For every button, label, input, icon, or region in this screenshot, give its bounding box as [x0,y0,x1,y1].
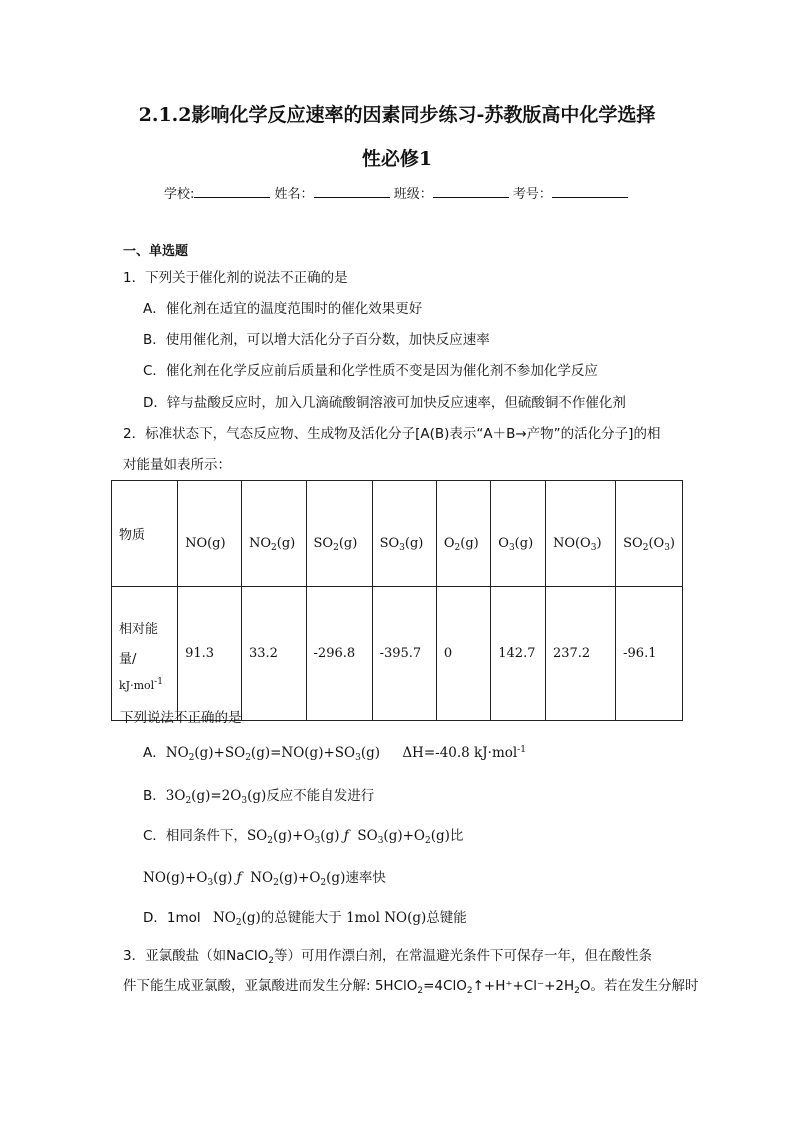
table-cell: -96.1 [616,587,683,721]
section-heading: 一、单选题 [123,244,189,259]
q2-option-a: A．$NO_2(g)+SO_2(g)=NO(g)+SO_3(g)$ ΔH=-40.8 kJ·mol$^{-1}$ [143,745,526,763]
table-cell: 33.2 [241,587,306,721]
exam-no-label: 考号： [512,187,552,202]
energy-table [111,480,683,721]
q1-option-c: C．催化剂在化学反应前后质量和化学性质不变是因为催化剂不参加化学反应 [143,363,598,379]
table-value-row [112,587,683,721]
school-label: 学校: [164,187,195,202]
q2-option-c-line2: $NO(g)+O_3(g)$ ƒ $NO_2(g)+O_2(g)$速率快 [143,870,386,888]
table-cell: 142.7 [491,587,546,721]
q3-line1: 3．亚氯酸盐（如NaClO$_2$等）可用作漂白剂，在常温避光条件下可保存一年，但在酸性条 [123,948,652,966]
page-title-line2: 性必修1 [361,148,433,170]
energy-label-2: 量/ [119,652,137,667]
table-species: $SO_2(O_3)$ [616,481,683,587]
table-species: $O_3(g)$ [491,481,546,587]
table-species: $O_2(g)$ [436,481,490,587]
class-blank[interactable] [433,185,509,198]
q1-option-a: A．催化剂在适宜的温度范围时的催化效果更好 [143,301,423,317]
table-header-label: 物质 [112,481,178,587]
table-species: NO(g) [178,481,242,587]
q2-stem-line2: 对能量如表所示： [123,457,231,473]
name-label: 姓名： [274,187,314,202]
q2-prompt: 下列说法不正确的是 [120,710,242,726]
q2-option-b: B．$3O_2(g)=2O_3(g)$反应不能自发进行 [143,788,375,806]
table-species: $NO(O_3)$ [545,481,615,587]
q1-stem: 1．下列关于催化剂的说法不正确的是 [123,270,348,286]
table-cell: 91.3 [178,587,242,721]
q1-option-d: D．锌与盐酸反应时，加入几滴硫酸铜溶液可加快反应速率，但硫酸铜不作催化剂 [143,395,626,411]
exam-no-blank[interactable] [552,185,628,198]
energy-label: 相对能 [119,622,159,637]
table-species: $NO_2(g)$ [241,481,306,587]
table-cell: 237.2 [545,587,615,721]
table-value-label [112,587,178,721]
energy-unit: kJ·mol$^{-1}$ [119,677,163,692]
q2-stem-line1: 2．标准状态下，气态反应物、生成物及活化分子[A(B)表示“A＋B→产物”的活化分子]的相 [123,426,661,442]
table-cell: 0 [436,587,490,721]
table-cell: -296.8 [306,587,372,721]
table-cell: -395.7 [372,587,436,721]
student-info [164,183,628,202]
q3-line2: 件下能生成亚氯酸，亚氯酸进而发生分解: $5HClO_2=4ClO_2↑+H^++Cl^-+2H_2O$。若在发生分解时 [123,978,699,996]
page-title: 2.1.2影响化学反应速率的因素同步练习-苏教版高中化学选择 [138,104,656,126]
school-blank[interactable] [194,185,270,198]
name-blank[interactable] [314,185,390,198]
table-species: $SO_2(g)$ [306,481,372,587]
table-species: $SO_3(g)$ [372,481,436,587]
q2-option-c: C．相同条件下，$SO_2(g)+O_3(g)$ ƒ $SO_3(g)+O_2(g)$比 [143,828,464,846]
class-label: 班级： [393,187,433,202]
table-header-row [112,481,683,587]
q2-option-d: D．1mol $NO_2(g)$的总键能大于 1mol NO(g)总键能 [143,910,467,928]
q1-option-b: B．使用催化剂，可以增大活化分子百分数，加快反应速率 [143,332,490,348]
